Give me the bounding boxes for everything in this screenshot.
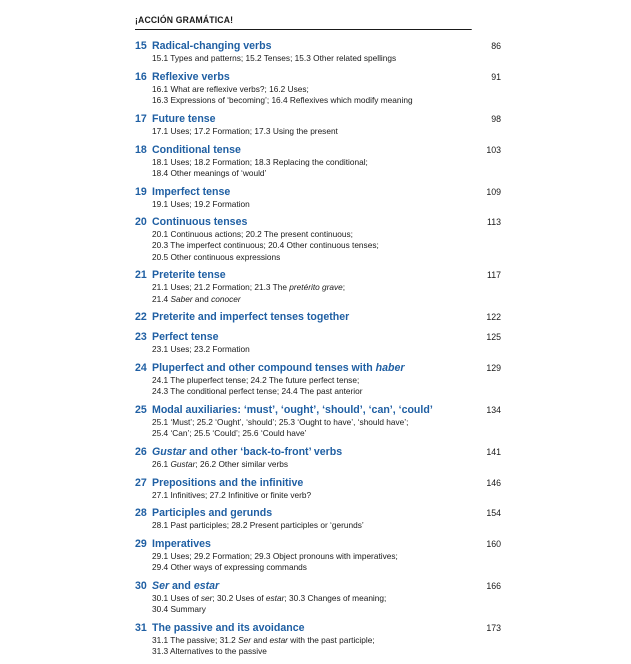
section-list	[135, 126, 501, 137]
chapter-number: 22	[135, 311, 147, 324]
chapter-number: 25	[135, 403, 147, 416]
chapter-heading	[135, 71, 501, 84]
chapter-heading	[135, 538, 501, 551]
section-list	[135, 282, 501, 304]
chapter-number: 29	[135, 538, 147, 551]
chapter-number: 15	[135, 40, 147, 52]
page-number: 117	[486, 270, 501, 281]
toc-entry[interactable]	[135, 477, 501, 501]
chapter-heading	[135, 580, 501, 593]
chapter-title[interactable]: Ser and estar	[152, 580, 220, 593]
chapter-title[interactable]: Preterite and imperfect tenses together	[152, 311, 350, 324]
section-line: 18.1 Uses; 18.2 Formation; 18.3 Replacing the conditional;	[152, 156, 368, 167]
section-line: 29.1 Uses; 29.2 Formation; 29.3 Object pronouns with imperatives;	[152, 551, 398, 562]
page-number: 141	[486, 446, 501, 457]
page-number: 86	[491, 41, 501, 51]
section-line: 20.3 The imperfect continuous; 20.4 Other continuous tenses;	[152, 240, 379, 251]
toc-entry[interactable]	[135, 331, 501, 355]
section-line: 31.1 The passive; 31.2 Ser and estar with the past participle;	[152, 635, 375, 645]
italic-text: estar	[193, 580, 220, 593]
toc-entry[interactable]	[135, 144, 501, 179]
page-number: 166	[486, 581, 501, 592]
chapter-title[interactable]: The passive and its avoidance	[152, 622, 305, 634]
page-number: 154	[486, 508, 501, 519]
section-line: 25.1 ‘Must’; 25.2 ‘Ought’, ‘should’; 25.3 ‘Ought to have’, ‘should have’;	[152, 416, 409, 427]
chapter-heading	[135, 622, 501, 635]
chapter-title[interactable]: Future tense	[152, 112, 216, 125]
section-line: 16.1 What are reflexive verbs?; 16.2 Uses;	[152, 83, 309, 94]
chapter-heading	[135, 507, 501, 520]
section-list	[135, 417, 501, 439]
chapter-number: 21	[135, 269, 147, 282]
toc-entry[interactable]	[135, 269, 501, 304]
section-line: 30.1 Uses of ser; 30.2 Uses of estar; 30.3 Changes of meaning;	[152, 593, 387, 604]
chapter-heading	[135, 186, 501, 199]
section-line: 20.5 Other continuous expressions	[152, 251, 281, 262]
chapter-number: 19	[135, 185, 147, 198]
section-list	[135, 229, 501, 263]
chapter-number: 18	[135, 143, 147, 156]
chapter-heading	[135, 113, 501, 126]
section-list	[135, 551, 501, 573]
section-line: 21.4 Saber and conocer	[152, 293, 241, 304]
chapter-heading	[135, 40, 501, 53]
page-number: 129	[486, 362, 501, 373]
section-line: 18.4 Other meanings of ‘would’	[152, 167, 267, 178]
italic-text: conocer	[211, 293, 241, 304]
chapter-heading	[135, 269, 501, 282]
chapter-number: 26	[135, 445, 147, 458]
section-line: 26.1 Gustar; 26.2 Other similar verbs	[152, 458, 289, 469]
chapter-number: 27	[135, 476, 147, 489]
page-number: 113	[486, 217, 501, 228]
section-line: 17.1 Uses; 17.2 Formation; 17.3 Using the present	[152, 125, 338, 136]
chapter-heading	[135, 331, 501, 344]
section-line: 29.4 Other ways of expressing commands	[152, 562, 307, 573]
italic-text: estar	[265, 593, 285, 604]
toc-entry[interactable]	[135, 113, 501, 137]
chapter-title[interactable]: Reflexive verbs	[152, 70, 230, 83]
chapter-title[interactable]: Perfect tense	[152, 331, 219, 343]
chapter-title[interactable]: Gustar and other ‘back-to-front’ verbs	[152, 445, 343, 458]
chapter-number: 24	[135, 361, 147, 374]
italic-text: haber	[375, 361, 405, 374]
chapter-title[interactable]: Radical-changing verbs	[152, 40, 272, 52]
section-line: 24.3 The conditional perfect tense; 24.4 The past anterior	[152, 385, 363, 396]
contents-page	[135, 14, 501, 664]
section-line: 19.1 Uses; 19.2 Formation	[152, 198, 250, 209]
chapter-title[interactable]: Imperatives	[152, 538, 211, 551]
table-of-contents	[135, 40, 501, 657]
page-number: 122	[486, 312, 501, 323]
toc-entry[interactable]	[135, 71, 501, 106]
toc-entry[interactable]	[135, 622, 501, 657]
section-list	[135, 53, 501, 64]
section-line: 24.1 The pluperfect tense; 24.2 The future perfect tense;	[152, 374, 360, 385]
page-number: 125	[486, 332, 501, 342]
toc-entry[interactable]	[135, 507, 501, 531]
chapter-number: 23	[135, 331, 147, 343]
section-line: 25.4 ‘Can’; 25.5 ‘Could’; 25.6 ‘Could have’	[152, 427, 307, 438]
chapter-number: 20	[135, 216, 147, 229]
italic-text: Ser	[238, 635, 252, 645]
section-list	[135, 84, 501, 106]
chapter-number: 30	[135, 580, 147, 593]
chapter-title[interactable]: Conditional tense	[152, 143, 241, 156]
italic-text: ser	[200, 593, 213, 604]
chapter-title[interactable]: Modal auxiliaries: ‘must’, ‘ought’, ‘should’, ‘can’, ‘could’	[152, 403, 433, 416]
chapter-number: 31	[135, 622, 147, 634]
chapter-heading	[135, 477, 501, 490]
page-number: 109	[486, 186, 501, 197]
section-line: 31.3 Alternatives to the passive	[152, 646, 267, 657]
chapter-title[interactable]: Preterite tense	[152, 269, 226, 282]
section-list	[135, 459, 501, 470]
toc-entry[interactable]	[135, 362, 501, 397]
italic-text: Gustar	[170, 458, 196, 469]
chapter-number: 17	[135, 112, 147, 125]
section-line: 15.1 Types and patterns; 15.2 Tenses; 15.3 Other related spellings	[152, 53, 397, 63]
chapter-title[interactable]: Continuous tenses	[152, 216, 248, 229]
chapter-heading	[135, 311, 501, 324]
italic-text: Saber	[170, 293, 193, 304]
page-number: 103	[486, 144, 501, 155]
page-number: 160	[486, 539, 501, 550]
section-list	[135, 520, 501, 531]
italic-text: Ser	[152, 580, 170, 593]
toc-entry[interactable]	[135, 538, 501, 573]
chapter-title[interactable]: Pluperfect and other compound tenses with haber	[152, 361, 405, 374]
toc-entry[interactable]	[135, 186, 501, 210]
section-list	[135, 490, 501, 501]
toc-entry[interactable]	[135, 580, 501, 615]
page-number: 146	[486, 477, 501, 488]
toc-entry[interactable]	[135, 311, 501, 324]
italic-text: pretérito grave	[289, 282, 343, 293]
chapter-number: 16	[135, 70, 147, 83]
section-line: 20.1 Continuous actions; 20.2 The present continuous;	[152, 229, 353, 240]
section-line: 30.4 Summary	[152, 604, 206, 615]
section-list	[135, 375, 501, 397]
chapter-heading	[135, 404, 501, 417]
section-line: 21.1 Uses; 21.2 Formation; 21.3 The pretérito grave;	[152, 282, 346, 293]
chapter-heading	[135, 362, 501, 375]
toc-entry[interactable]	[135, 446, 501, 470]
toc-entry[interactable]	[135, 404, 501, 439]
italic-text: Gustar	[152, 445, 187, 458]
chapter-heading	[135, 144, 501, 157]
toc-entry[interactable]	[135, 40, 501, 64]
section-line: 23.1 Uses; 23.2 Formation	[152, 344, 250, 354]
section-list	[135, 344, 501, 355]
section-line: 16.3 Expressions of ‘becoming’; 16.4 Reflexives which modify meaning	[152, 94, 413, 105]
page-number: 134	[486, 404, 501, 415]
section-list	[135, 199, 501, 210]
running-head: ¡ACCIÓN GRAMÁTICA!	[135, 14, 472, 30]
chapter-title[interactable]: Imperfect tense	[152, 185, 231, 198]
section-line: 27.1 Infinitives; 27.2 Infinitive or finite verb?	[152, 489, 312, 500]
section-line: 28.1 Past participles; 28.2 Present participles or ‘gerunds’	[152, 520, 364, 531]
chapter-heading	[135, 216, 501, 229]
chapter-title[interactable]: Prepositions and the infinitive	[152, 476, 304, 489]
chapter-number: 28	[135, 507, 147, 520]
page-number: 91	[491, 71, 501, 82]
toc-entry[interactable]	[135, 216, 501, 263]
chapter-title[interactable]: Participles and gerunds	[152, 507, 273, 520]
section-list	[135, 157, 501, 179]
italic-text: estar	[269, 635, 288, 645]
page-number: 98	[491, 113, 501, 124]
section-list	[135, 635, 501, 657]
section-list	[135, 593, 501, 615]
chapter-heading	[135, 446, 501, 459]
page-number: 173	[486, 623, 501, 633]
